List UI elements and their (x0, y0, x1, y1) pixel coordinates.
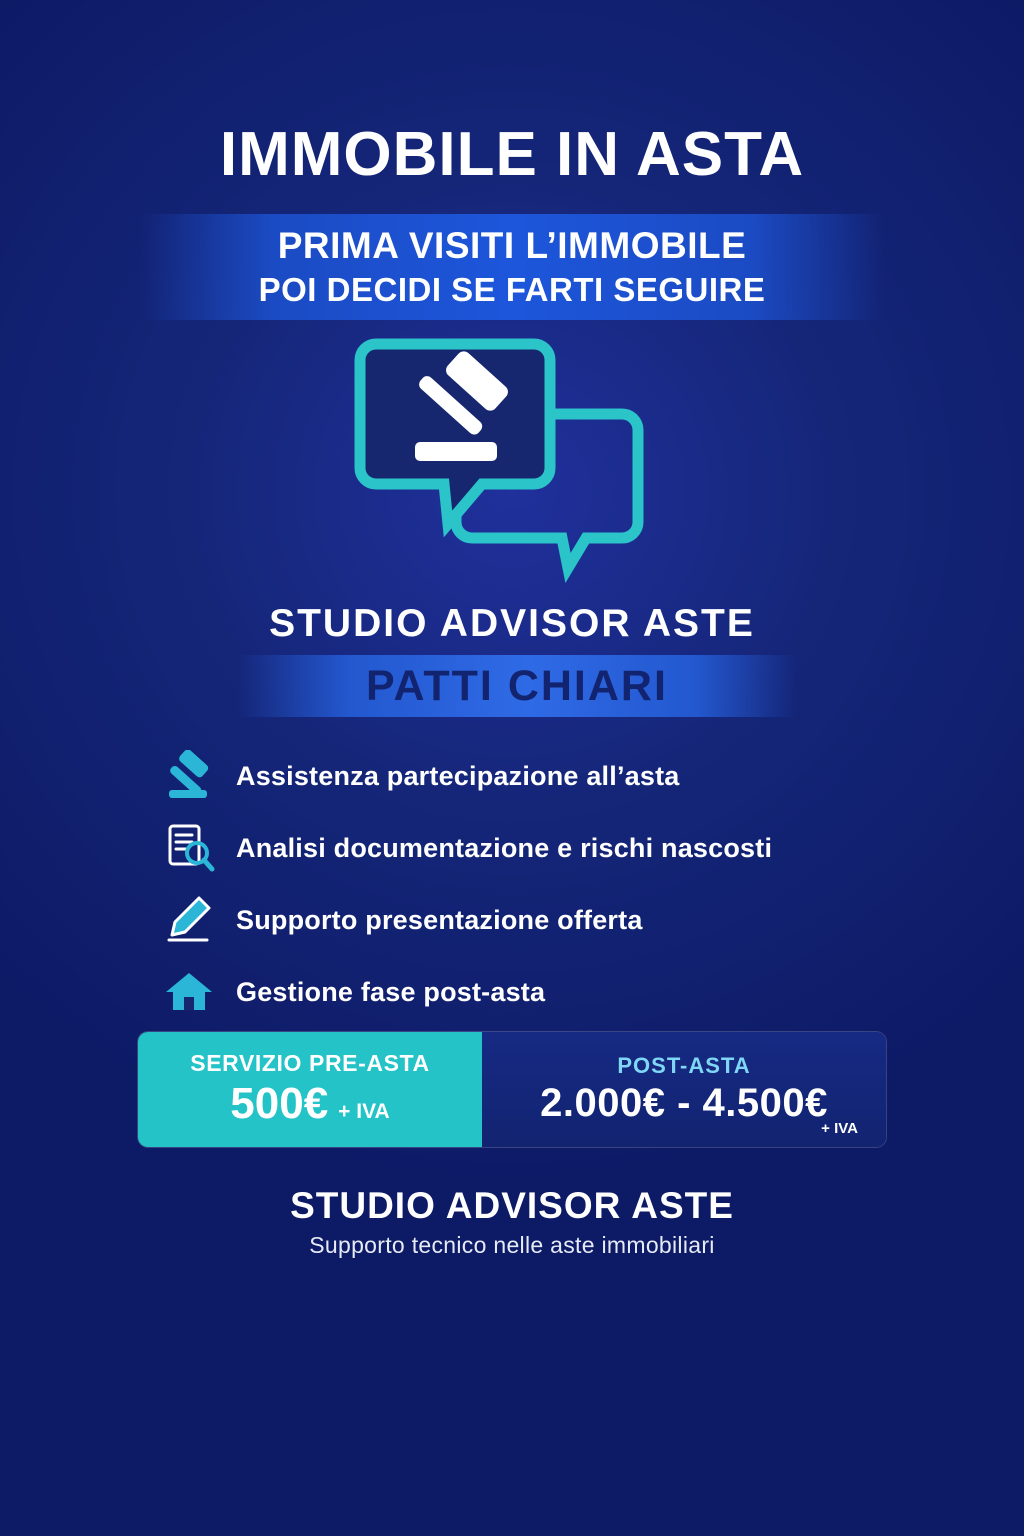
pricing-pre-asta-value (230, 1079, 389, 1129)
footer-brand: STUDIO ADVISOR ASTE (290, 1185, 734, 1226)
pricing-pre-asta-amount: 500€ (230, 1079, 329, 1128)
pricing-post-asta (482, 1032, 886, 1147)
pen-signature-icon (160, 891, 218, 949)
pricing-post-asta-vat: + IVA (821, 1120, 858, 1137)
list-item (160, 740, 920, 812)
list-item (160, 812, 920, 884)
document-magnifier-icon (160, 819, 218, 877)
subheading-line-2: POI DECIDI SE FARTI SEGUIRE (258, 271, 766, 308)
pricing-pre-asta-vat: + IVA (338, 1100, 390, 1123)
logo (0, 338, 1024, 586)
list-item-label: Supporto presentazione offerta (236, 904, 643, 935)
pricing-pre-asta (138, 1032, 482, 1147)
subheading-banner (140, 214, 884, 320)
page-title: IMMOBILE IN ASTA (219, 120, 805, 189)
list-item (160, 956, 920, 1028)
gavel-icon (160, 747, 218, 805)
list-item (160, 884, 920, 956)
gavel-speech-bubble-icon (352, 338, 672, 586)
pricing-post-asta-amount: 2.000€ - 4.500€ (540, 1081, 828, 1125)
pricing-post-asta-label: POST-ASTA (617, 1053, 751, 1078)
list-item-label: Analisi documentazione e rischi nascosti (236, 832, 773, 863)
tagline-badge (238, 655, 796, 717)
tagline-badge-label: PATTI CHIARI (366, 661, 668, 710)
brand-name: STUDIO ADVISOR ASTE (269, 602, 755, 645)
subheading-line-1: PRIMA VISITI L’IMMOBILE (277, 225, 747, 266)
list-item-label: Gestione fase post-asta (236, 976, 546, 1007)
house-icon (160, 963, 218, 1021)
pricing-pre-asta-label: SERVIZIO PRE-ASTA (190, 1050, 430, 1076)
feature-list (160, 740, 920, 1028)
footer-tagline: Supporto tecnico nelle aste immobiliari (309, 1232, 715, 1258)
pricing-panel (138, 1032, 886, 1147)
list-item-label: Assistenza partecipazione all’asta (236, 760, 680, 791)
